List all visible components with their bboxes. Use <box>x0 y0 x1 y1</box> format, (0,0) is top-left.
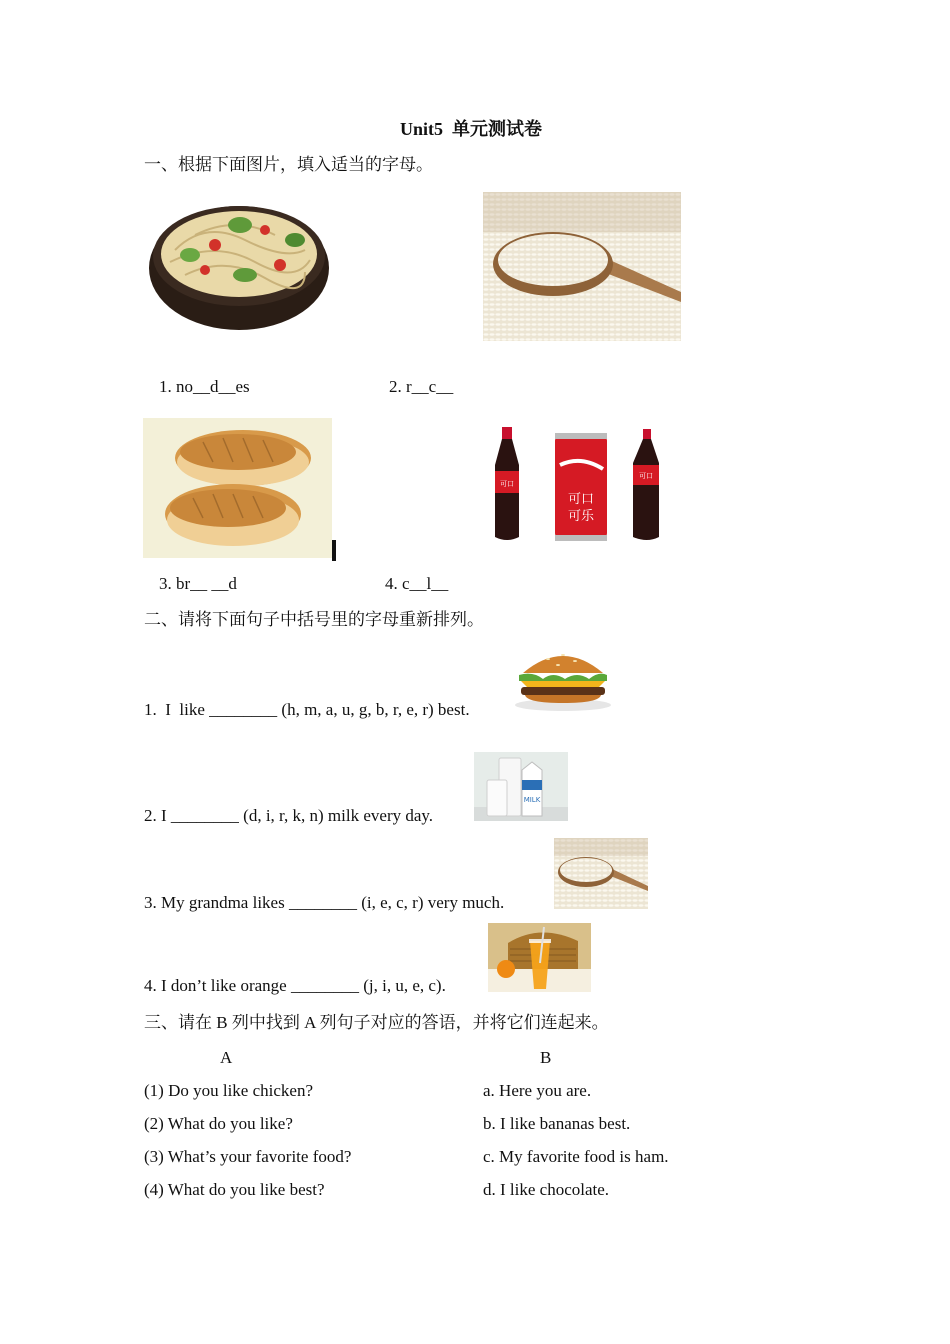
section2-item-3: 3. My grandma likes ________ (i, e, c, r) very much. <box>144 893 505 912</box>
section2-item-1: 1. I like ________ (h, m, a, u, g, b, r, e, r) best. <box>144 700 470 719</box>
answer-b-3: c. My favorite food is ham. <box>483 1147 669 1166</box>
hamburger-image <box>513 645 613 713</box>
question-a-2: (2) What do you like? <box>144 1114 293 1133</box>
question-a-3: (3) What’s your favorite food? <box>144 1147 352 1166</box>
section1-item-3: 3. br__ __d <box>159 574 237 593</box>
rice-small-image <box>554 838 648 909</box>
rice-image <box>483 192 681 341</box>
svg-text:MILK: MILK <box>523 796 541 804</box>
svg-text:可乐: 可乐 <box>567 509 595 524</box>
orange-juice-image <box>488 923 591 992</box>
answer-b-4: d. I like chocolate. <box>483 1180 610 1199</box>
column-a-header: A <box>220 1048 233 1067</box>
section1-item-4: 4. c__l__ <box>385 574 449 593</box>
page-title: Unit5 单元测试卷 <box>400 119 543 139</box>
column-b-header: B <box>540 1048 552 1067</box>
answer-b-2: b. I like bananas best. <box>483 1114 631 1133</box>
svg-text:可口: 可口 <box>639 472 653 480</box>
answer-b-1: a. Here you are. <box>483 1081 592 1100</box>
milk-image <box>474 752 568 821</box>
question-a-4: (4) What do you like best? <box>144 1180 325 1199</box>
cola-image <box>495 425 670 545</box>
svg-text:可口: 可口 <box>567 492 595 507</box>
section2-heading: 二、请将下面句子中括号里的字母重新排列。 <box>144 610 484 629</box>
section2-item-2: 2. I ________ (d, i, r, k, n) milk every day. <box>144 806 434 825</box>
section2-item-4: 4. I don’t like orange ________ (j, i, u, e, c). <box>144 976 446 995</box>
section1-item-2: 2. r__c__ <box>389 377 454 396</box>
bread-image <box>143 418 332 558</box>
noodles-image <box>145 190 333 338</box>
section1-heading: 一、根据下面图片，填入适当的字母。 <box>144 155 433 174</box>
marker-bar <box>332 540 336 561</box>
svg-text:可口: 可口 <box>500 480 514 488</box>
question-a-1: (1) Do you like chicken? <box>144 1081 313 1100</box>
section1-item-1: 1. no__d__es <box>159 377 250 396</box>
section3-heading: 三、请在 B 列中找到 A 列句子对应的答语，并将它们连起来。 <box>144 1013 609 1032</box>
